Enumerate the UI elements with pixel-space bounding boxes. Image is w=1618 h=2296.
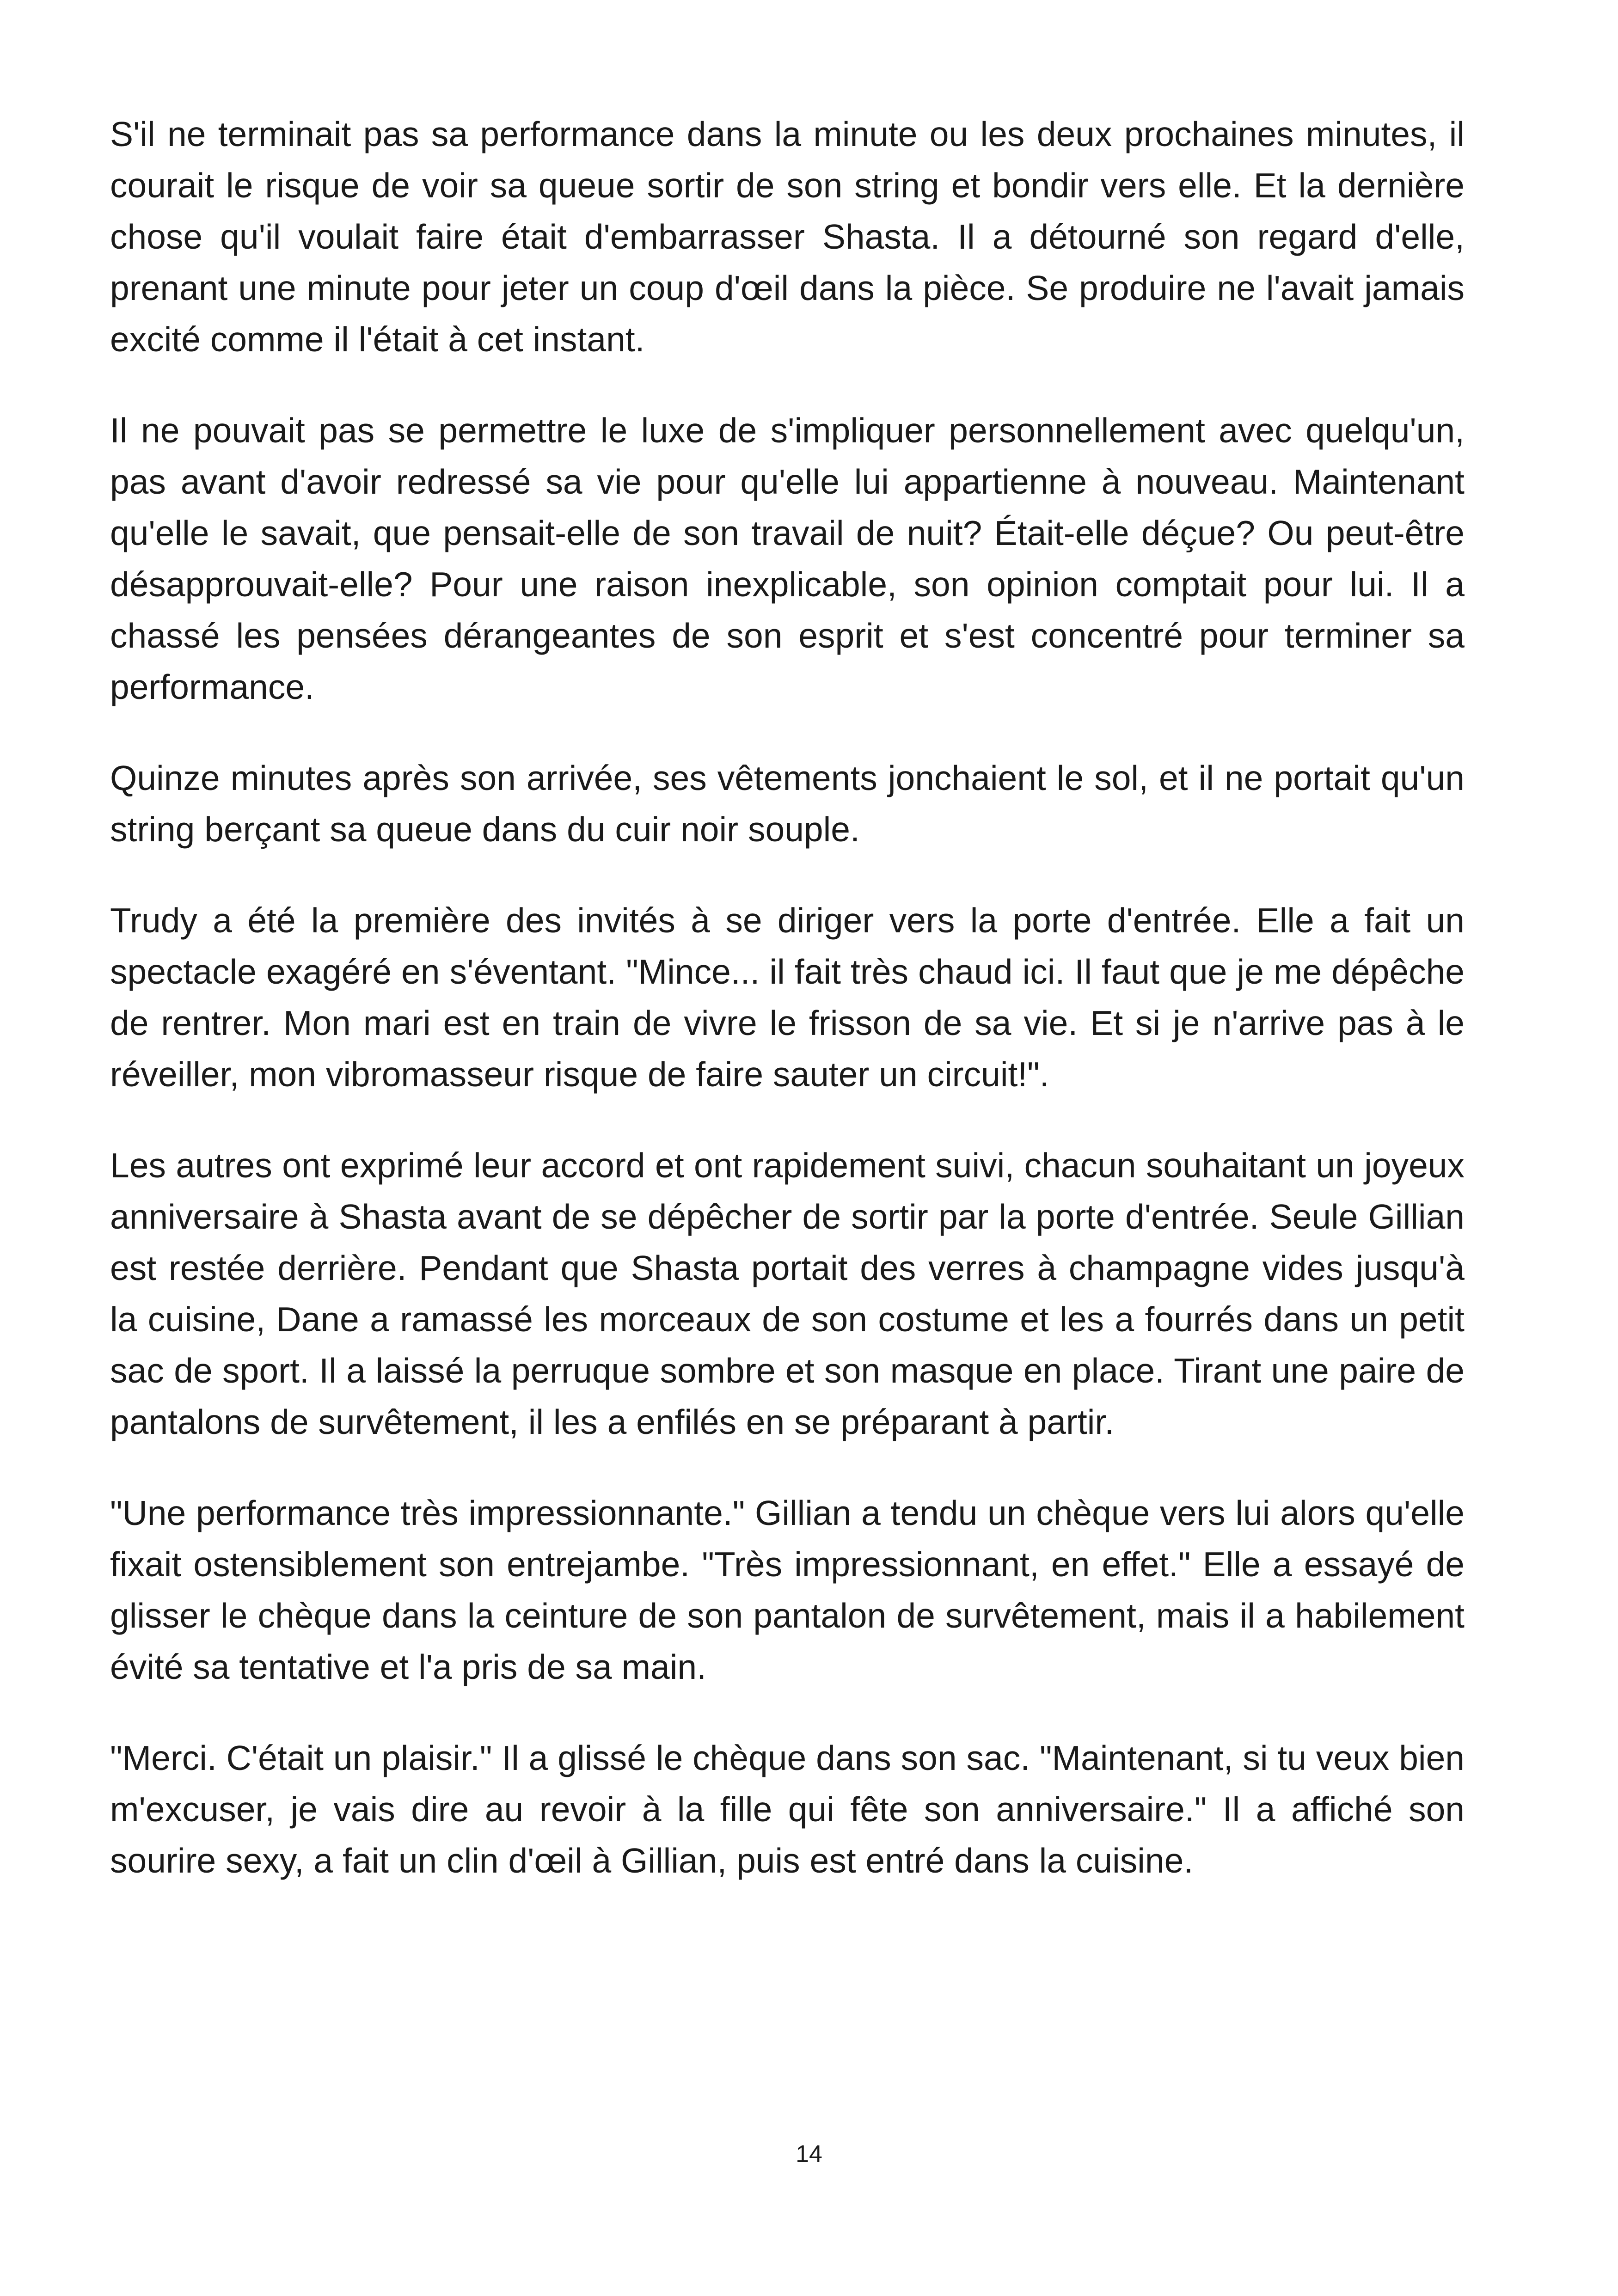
paragraph-1: S'il ne terminait pas sa performance dans la minute ou les deux prochaines minutes, il courait le risque de voir sa queue sortir de son string et bondir vers elle. Et la dernière chose qu'il voulait faire était d'embarrasser Shasta. Il a détourné son regard d'elle, prenant une minute pour jeter un coup d'œil dans la pièce. Se produire ne l'avait jamais excité comme il l'était à cet instant. xyxy=(110,115,1465,359)
paragraph-6: "Une performance très impressionnante." Gillian a tendu un chèque vers lui alors qu'elle fixait ostensiblement son entrejambe. "Très impressionnant, en effet." Elle a essayé de glisser le chèque dans la ceinture de son pantalon de survêtement, mais il a habilement évité sa tentative et l'a pris de sa main. xyxy=(110,1494,1465,1686)
paragraph-2: Il ne pouvait pas se permettre le luxe de s'impliquer personnellement avec quelqu'un, pas avant d'avoir redressé sa vie pour qu'elle lui appartienne à nouveau. Maintenant qu'elle le savait, que pensait-elle de son travail de nuit? Était-elle déçue? Ou peut-être désapprouvait-elle? Pour une raison inexplicable, son opinion comptait pour lui. Il a chassé les pensées dérangeantes de son esprit et s'est concentré pour terminer sa performance. xyxy=(110,411,1465,706)
paragraph-3: Quinze minutes après son arrivée, ses vêtements jonchaient le sol, et il ne portait qu'un string berçant sa queue dans du cuir noir souple. xyxy=(110,759,1465,849)
body-text xyxy=(110,109,1465,1926)
page-number: 14 xyxy=(796,2141,822,2167)
paragraph-5: Les autres ont exprimé leur accord et ont rapidement suivi, chacun souhaitant un joyeux anniversaire à Shasta avant de se dépêcher de sortir par la porte d'entrée. Seule Gillian est restée derrière. Pendant que Shasta portait des verres à champagne vides jusqu'à la cuisine, Dane a ramassé les morceaux de son costume et les a fourrés dans un petit sac de sport. Il a laissé la perruque sombre et son masque en place. Tirant une paire de pantalons de survêtement, il les a enfilés en se préparant à partir. xyxy=(110,1146,1465,1441)
paragraph-7: "Merci. C'était un plaisir." Il a glissé le chèque dans son sac. "Maintenant, si tu veux bien m'excuser, je vais dire au revoir à la fille qui fête son anniversaire." Il a affiché son sourire sexy, a fait un clin d'œil à Gillian, puis est entré dans la cuisine. xyxy=(110,1739,1465,1880)
paragraph-4: Trudy a été la première des invités à se diriger vers la porte d'entrée. Elle a fait un spectacle exagéré en s'éventant. "Mince... il fait très chaud ici. Il faut que je me dépêche de rentrer. Mon mari est en train de vivre le frisson de sa vie. Et si je n'arrive pas à le réveiller, mon vibromasseur risque de faire sauter un circuit!". xyxy=(110,901,1465,1094)
